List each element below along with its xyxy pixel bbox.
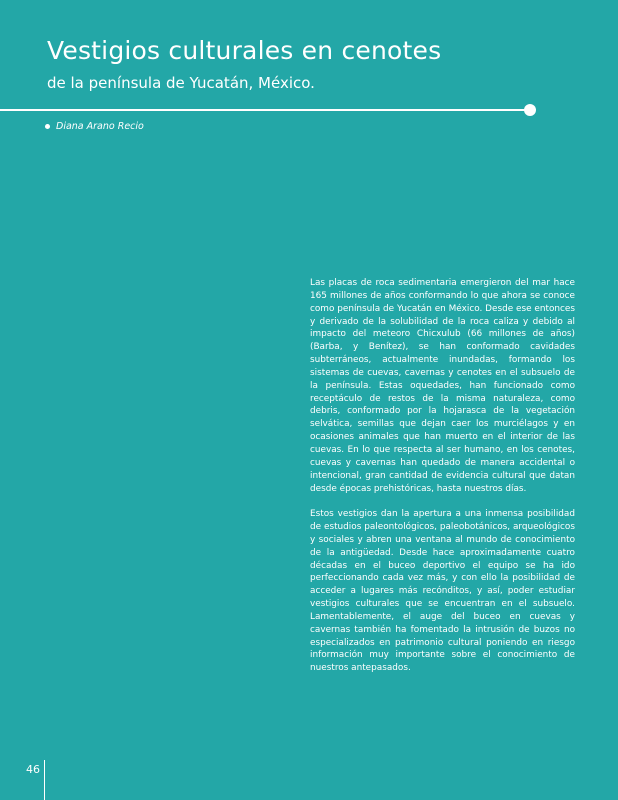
article-body [310,277,575,688]
body-paragraph-2: Estos vestigios dan la apertura a una inmensa posibilidad de estudios paleontológicos, paleobotánicos, arqueológicos y sociales y abren una ventana al mundo de conocimiento de la antigüedad. Desde hace aproximadamente cuatro décadas en el buceo deportivo el equipo se ha ido perfeccionando cada vez más, y con ello la posibilidad de acceder a lugares más recónditos, y así, poder estudiar vestigios culturales que se encuentran en el subsuelo. Lamentablemente, el auge del buceo en cuevas y cavernas también ha fomentado la intrusión de buzos no especializados en patrimonio cultural poniendo en riesgo información muy importante sobre el conocimiento de nuestros antepasados. [310,509,575,674]
divider-end-dot [524,104,536,116]
header-divider [0,109,530,111]
page-number-divider [44,760,45,800]
page-number: 46 [26,763,40,776]
article-title: Vestigios culturales en cenotes [47,36,442,65]
article-subtitle: de la península de Yucatán, México. [47,74,315,92]
body-paragraph-1: Las placas de roca sedimentaria emergieron del mar hace 165 millones de años conformando lo que ahora se conoce como península de Yucatán en México. Desde ese entonces y derivado de la solubilidad de la roca caliza y debido al impacto del meteoro Chicxulub (66 millones de años) (Barba, y Benítez), se han conformado cavidades subterráneos, actualmente inundadas, formando los sistemas de cuevas, cavernas y cenotes en el subsuelo de la península. Estas oquedades, han funcionado como receptáculo de restos de la misma naturaleza, como debris, conformado por la hojarasca de la vegetación selvática, semillas que dejan caer los murciélagos y en ocasiones animales que han muerto en el interior de las cuevas. En lo que respecta al ser humano, en los cenotes, cuevas y cavernas han quedado de manera accidental o intencional, gran cantidad de evidencia cultural que datan desde épocas prehistóricas, hasta nuestros días. [310,278,575,494]
author-byline [45,121,144,132]
bullet-icon [45,124,50,129]
author-name: Diana Arano Recio [56,121,144,132]
